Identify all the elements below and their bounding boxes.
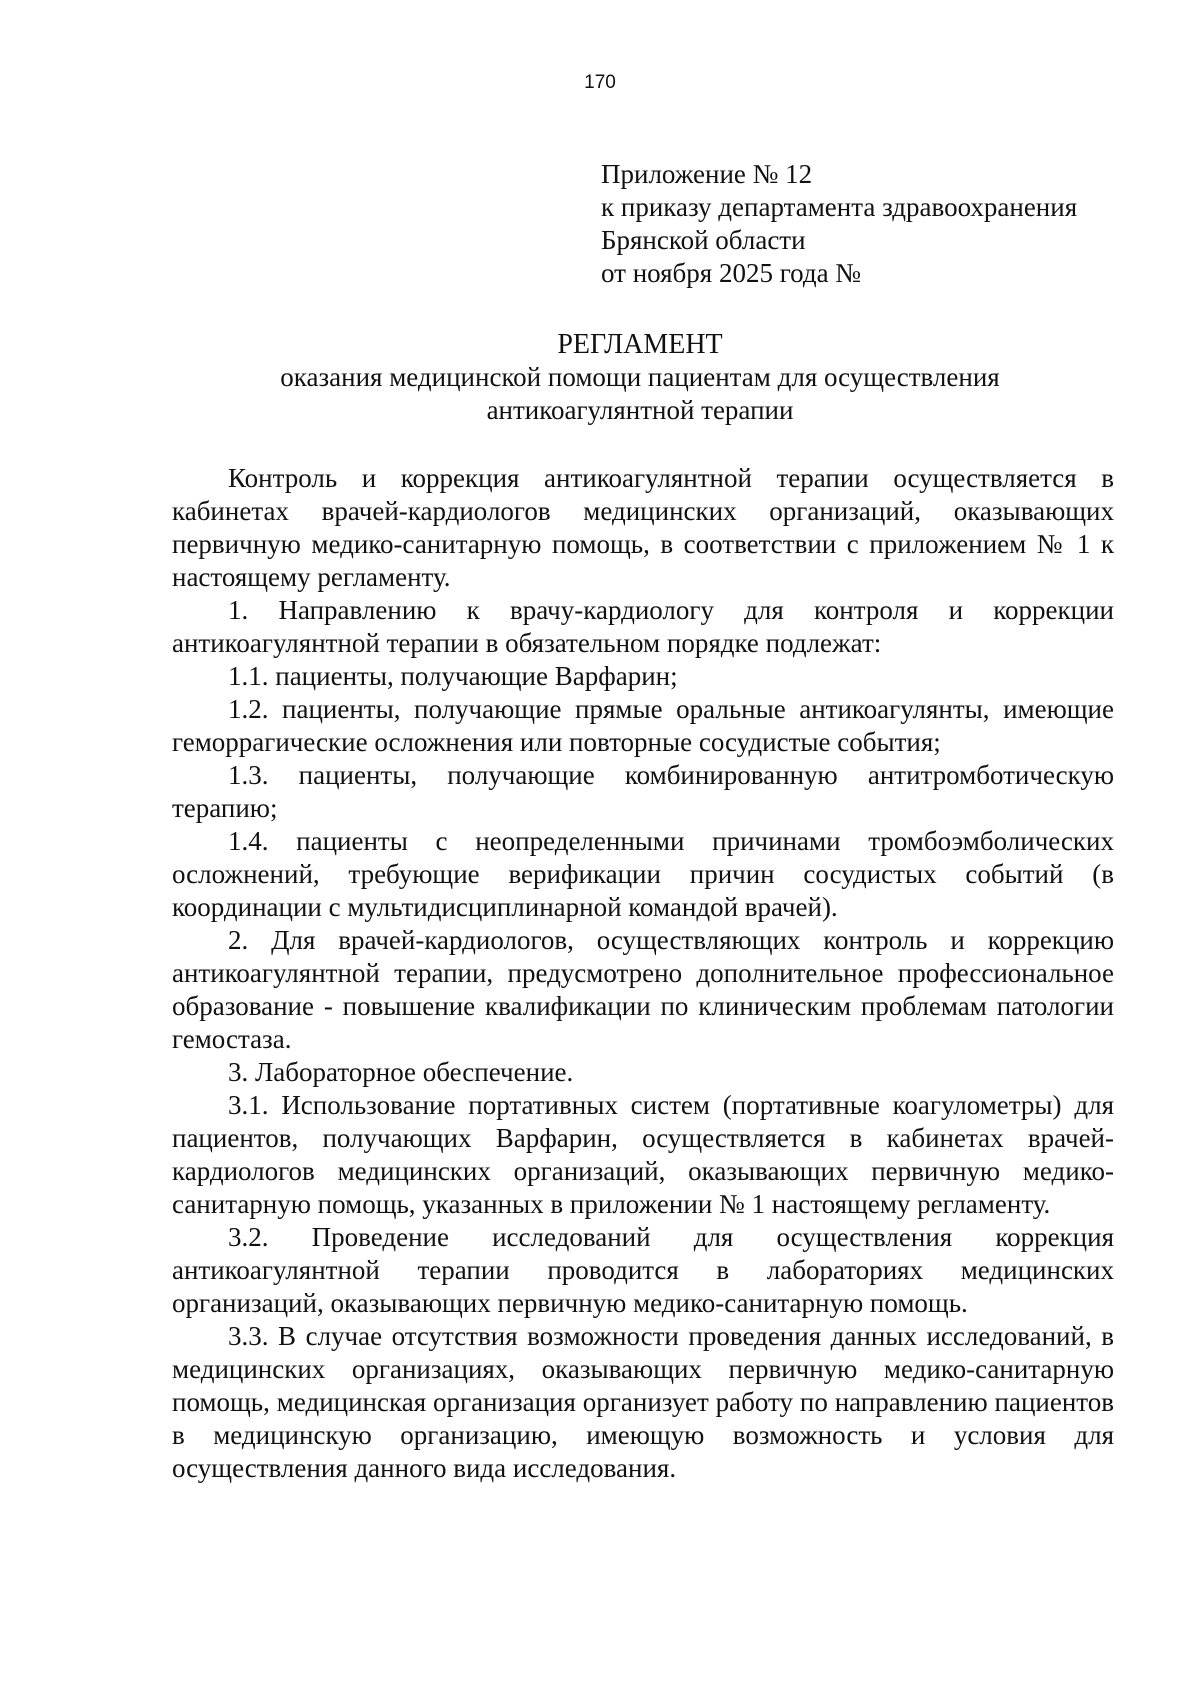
document-title-block bbox=[170, 328, 1110, 427]
paragraph-1-1: 1.1. пациенты, получающие Варфарин; bbox=[228, 661, 678, 691]
paragraph-3-2: 3.2. Проведение исследований для осуществления коррекция антикоагулянтной терапии проводится в лабораториях медицинских организаций, оказывающих первичную медико-санитарную помощь. bbox=[172, 1222, 1114, 1318]
paragraph-3-1: 3.1. Использование портативных систем (портативные коагулометры) для пациентов, получающих Варфарин, осуществляется в кабинетах врачей-кардиологов медицинских организаций, оказывающих первичную медико-санитарную помощь, указанных в приложении № 1 настоящему регламенту. bbox=[172, 1090, 1114, 1219]
paragraph-2: 2. Для врачей-кардиологов, осуществляющих контроль и коррекцию антикоагулянтной терапии, предусмотрено дополнительное профессиональное образование - повышение квалификации по клиническим проблемам патологии гемостаза. bbox=[172, 925, 1114, 1054]
annex-line-region: Брянской области bbox=[601, 225, 806, 255]
paragraph-1-4: 1.4. пациенты с неопределенными причинами тромбоэмболических осложнений, требующие верификации причин сосудистых событий (в координации с мультидисциплинарной командой врачей). bbox=[172, 826, 1114, 922]
page-number: 170 bbox=[584, 72, 616, 93]
document-subtitle-line-1: оказания медицинской помощи пациентам для осуществления bbox=[280, 362, 1000, 392]
paragraph-1: 1. Направлению к врачу-кардиологу для контроля и коррекции антикоагулянтной терапии в обязательном порядке подлежат: bbox=[172, 595, 1114, 658]
annex-line-order: к приказу департамента здравоохранения bbox=[601, 192, 1078, 222]
paragraph-3-3: 3.3. В случае отсутствия возможности проведения данных исследований, в медицинских организациях, оказывающих первичную медико-санитарную помощь, медицинская организация организует работу по направлению пациентов в медицинскую организацию, имеющую возможность и условия для осуществления данного вида исследования. bbox=[172, 1321, 1114, 1483]
annex-line-date: от ноября 2025 года № bbox=[601, 258, 862, 288]
paragraph-intro: Контроль и коррекция антикоагулянтной терапии осуществляется в кабинетах врачей-кардиологов медицинских организаций, оказывающих первичную медико-санитарную помощь, в соответствии с приложением № 1 к настоящему регламенту. bbox=[172, 463, 1114, 592]
document-title: РЕГЛАМЕНТ bbox=[557, 329, 723, 360]
annex-line-number: Приложение № 12 bbox=[601, 159, 813, 189]
annex-header bbox=[601, 158, 1121, 290]
document-subtitle-line-2: антикоагулянтной терапии bbox=[486, 395, 794, 425]
paragraph-1-3: 1.3. пациенты, получающие комбинированную антитромботическую терапию; bbox=[172, 760, 1114, 823]
document-body bbox=[172, 462, 1114, 1485]
paragraph-1-2: 1.2. пациенты, получающие прямые оральные антикоагулянты, имеющие геморрагические осложнения или повторные сосудистые события; bbox=[172, 694, 1114, 757]
paragraph-3: 3. Лабораторное обеспечение. bbox=[228, 1057, 574, 1087]
